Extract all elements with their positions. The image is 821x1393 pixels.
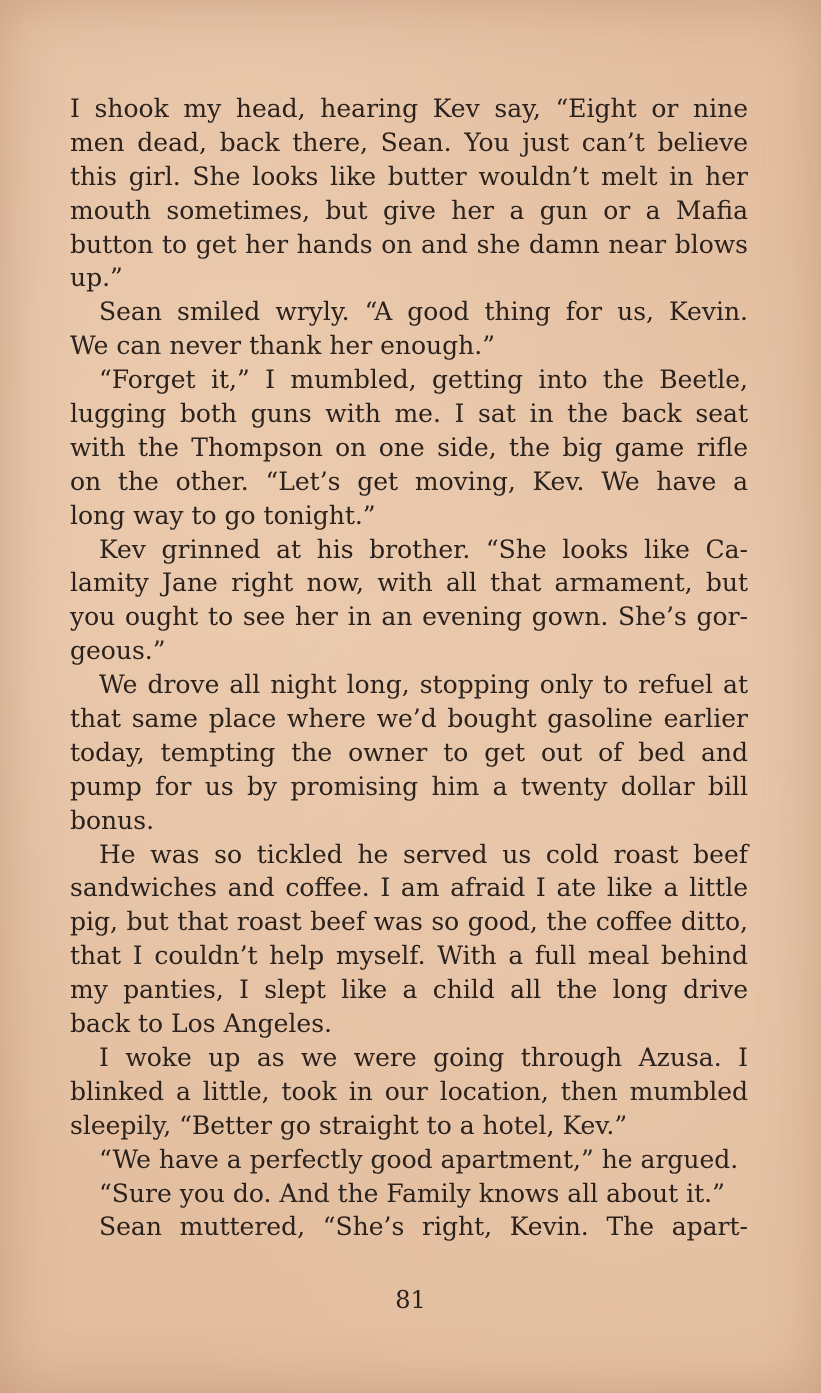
text-line: “We have a perfectly good apartment,” he argued. bbox=[99, 1144, 739, 1174]
text-line: Sean smiled wryly. “A good thing for us, Kevin. bbox=[99, 297, 748, 327]
text-line: We drove all night long, stopping only to refuel at bbox=[99, 670, 748, 700]
page-number: 81 bbox=[395, 1286, 426, 1314]
text-line: geous.” bbox=[70, 636, 166, 666]
text-line: I shook my head, hearing Kev say, “Eight or nine bbox=[70, 94, 748, 123]
text-line: you ought to see her in an evening gown. She’s gor- bbox=[70, 602, 748, 632]
text-line: blinked a little, took in our location, then mumbled bbox=[70, 1076, 748, 1106]
text-line: up.” bbox=[70, 263, 123, 293]
body-text bbox=[70, 92, 748, 1244]
text-line: Sean muttered, “She’s right, Kevin. The apart- bbox=[99, 1212, 748, 1242]
text-line: back to Los Angeles. bbox=[70, 1009, 332, 1039]
text-line: long way to go tonight.” bbox=[70, 500, 376, 530]
text-line: button to get her hands on and she damn near blows bbox=[70, 229, 748, 259]
text-line: this girl. She looks like butter wouldn’t melt in her bbox=[70, 161, 748, 191]
text-line: men dead, back there, Sean. You just can’t believe bbox=[70, 127, 748, 157]
text-line: lamity Jane right now, with all that armament, but bbox=[70, 568, 748, 598]
text-line: lugging both guns with me. I sat in the back seat bbox=[70, 399, 748, 429]
text-line: with the Thompson on one side, the big game rifle bbox=[70, 432, 748, 462]
text-line: sandwiches and coffee. I am afraid I ate like a little bbox=[70, 873, 748, 903]
text-line: He was so tickled he served us cold roast beef bbox=[99, 839, 748, 869]
text-line: my panties, I slept like a child all the long drive bbox=[70, 975, 748, 1005]
text-line: Kev grinned at his brother. “She looks like Ca- bbox=[99, 534, 748, 564]
text-line: today, tempting the owner to get out of bed and bbox=[70, 737, 748, 767]
text-line: mouth sometimes, but give her a gun or a Mafia bbox=[70, 195, 748, 225]
text-line: on the other. “Let’s get moving, Kev. We have a bbox=[70, 466, 748, 496]
text-line: that same place where we’d bought gasoline earlier bbox=[70, 704, 748, 734]
text-line: We can never thank her enough.” bbox=[70, 331, 495, 361]
text-line: sleepily, “Better go straight to a hotel, Kev.” bbox=[70, 1110, 628, 1140]
text-line: I woke up as we were going through Azusa. I bbox=[99, 1042, 748, 1072]
text-line: pig, but that roast beef was so good, the coffee ditto, bbox=[70, 907, 748, 937]
text-line: that I couldn’t help myself. With a full meal behind bbox=[70, 941, 748, 971]
text-line: pump for us by promising him a twenty dollar bill bbox=[70, 771, 748, 801]
text-line: “Forget it,” I mumbled, getting into the Beetle, bbox=[99, 365, 748, 395]
text-line: bonus. bbox=[70, 805, 155, 835]
text-line: “Sure you do. And the Family knows all about it.” bbox=[99, 1178, 725, 1208]
